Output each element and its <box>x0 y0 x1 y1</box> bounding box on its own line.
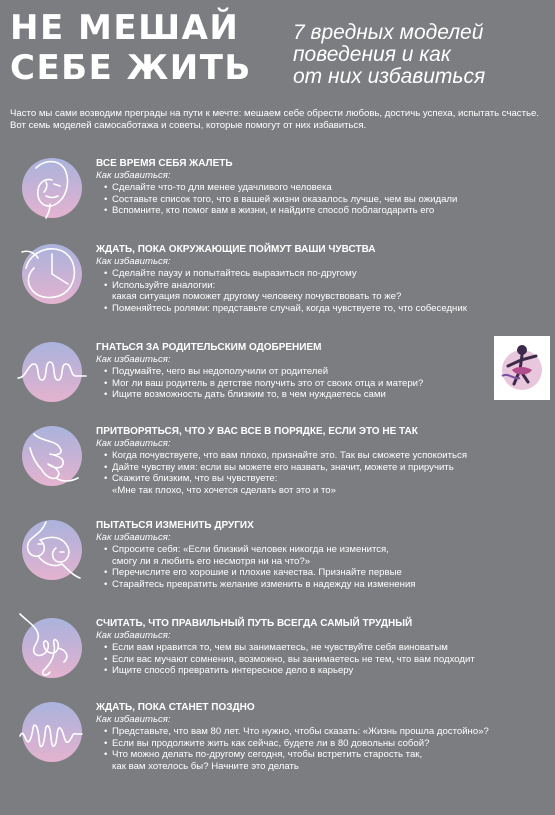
tips-list <box>104 366 554 401</box>
how-label: Как избавиться: <box>96 532 171 543</box>
header <box>10 8 550 98</box>
tip-item: • Представьте, что вам 80 лет. Что нужно, чтобы сказать: «Жизнь прошла достойно»? <box>104 726 554 738</box>
spring-line-icon <box>22 342 82 402</box>
tip-item: • Спросите себя: «Если близкий человек никогда не изменится, смогу ли я любить его несмотря ни на что?» <box>104 544 554 567</box>
tip-item: • Используйте аналогии: какая ситуация поможет другому человеку почувствовать то же? <box>104 280 554 303</box>
clock-line-icon <box>22 244 82 304</box>
subtitle: 7 вредных моделей поведения и как от них избавиться <box>293 21 486 88</box>
tip-item: • Ищите способ превратить интересное дело в карьеру <box>104 665 554 677</box>
tips-list <box>104 450 554 496</box>
main-title: НЕ МЕШАЙ СЕБЕ ЖИТЬ <box>10 8 252 88</box>
tips-list <box>104 268 554 314</box>
section-title: ВСЕ ВРЕМЯ СЕБЯ ЖАЛЕТЬ <box>96 158 233 169</box>
tip-item: • Скажите близким, что вы чувствуете: «Мне так плохо, что хочется сделать вот это и то» <box>104 473 554 496</box>
tip-item: • Когда почувствуете, что вам плохо, признайте это. Так вы сможете успокоиться <box>104 450 554 462</box>
tip-item: • Если вы продолжите жить как сейчас, будете ли в 80 довольны собой? <box>104 738 554 750</box>
how-label: Как избавиться: <box>96 714 171 725</box>
section-title: ПЫТАТЬСЯ ИЗМЕНИТЬ ДРУГИХ <box>96 520 254 531</box>
tips-list <box>104 642 554 677</box>
tip-item: • Сделайте что-то для менее удачливого человека <box>104 182 554 194</box>
how-label: Как избавиться: <box>96 256 171 267</box>
how-label: Как избавиться: <box>96 170 171 181</box>
dancer-logo-image <box>494 336 550 400</box>
tip-item: • Если вас мучают сомнения, возможно, вы занимаетесь не тем, что вам подходит <box>104 654 554 666</box>
tip-item: • Перечислите его хорошие и плохие качества. Признайте первые <box>104 567 554 579</box>
tips-list <box>104 726 554 772</box>
tip-item: • Вспомните, кто помог вам в жизни, и найдите способ поблагодарить его <box>104 205 554 217</box>
tip-item: • Поменяйтесь ролями: представьте случай, когда чувствуете то, что собеседник <box>104 303 554 315</box>
section-title: ЖДАТЬ, ПОКА СТАНЕТ ПОЗДНО <box>96 702 255 713</box>
tip-item: • Что можно делать по-другому сегодня, чтобы встретить старость так, как вам хотелось бы? Начните это делать <box>104 749 554 772</box>
tip-item: • Дайте чувству имя: если вы можете его назвать, значит, можете и приручить <box>104 462 554 474</box>
how-label: Как избавиться: <box>96 438 171 449</box>
how-label: Как избавиться: <box>96 630 171 641</box>
tips-list <box>104 182 554 217</box>
how-label: Как избавиться: <box>96 354 171 365</box>
wave-line-icon <box>22 702 82 762</box>
tip-item: • Если вам нравится то, чем вы занимаетесь, не чувствуйте себя виноватым <box>104 642 554 654</box>
tip-item: • Ищите возможность дать близким то, в чем нуждаетесь сами <box>104 389 554 401</box>
hand-line-icon <box>22 426 82 486</box>
scribble-line-icon <box>22 618 82 678</box>
section-title: ПРИТВОРЯТЬСЯ, ЧТО У ВАС ВСЕ В ПОРЯДКЕ, ЕСЛИ ЭТО НЕ ТАК <box>96 426 418 437</box>
face-line-icon <box>22 158 82 218</box>
tip-item: • Мог ли ваш родитель в детстве получить это от своих отца и матери? <box>104 378 554 390</box>
tip-item: • Составьте список того, что в вашей жизни оказалось лучше, чем вы ожидали <box>104 194 554 206</box>
tip-item: • Подумайте, чего вы недополучили от родителей <box>104 366 554 378</box>
tip-item: • Сделайте паузу и попытайтесь выразиться по-другому <box>104 268 554 280</box>
section-title: ЖДАТЬ, ПОКА ОКРУЖАЮЩИЕ ПОЙМУТ ВАШИ ЧУВСТВА <box>96 244 376 255</box>
section-title: ГНАТЬСЯ ЗА РОДИТЕЛЬСКИМ ОДОБРЕНИЕМ <box>96 342 322 353</box>
faces-line-icon <box>22 520 82 580</box>
tip-item: • Старайтесь превратить желание изменить в надежду на изменения <box>104 579 554 591</box>
intro-text: Часто мы сами возводим преграды на пути к мечте: мешаем себе обрести любовь, достичь успеха, испытать счастье. Вот семь моделей самосаботажа и советы, которые помогут от них избавиться. <box>10 108 539 131</box>
tips-list <box>104 544 554 590</box>
section-title: СЧИТАТЬ, ЧТО ПРАВИЛЬНЫЙ ПУТЬ ВСЕГДА САМЫЙ ТРУДНЫЙ <box>96 618 413 629</box>
